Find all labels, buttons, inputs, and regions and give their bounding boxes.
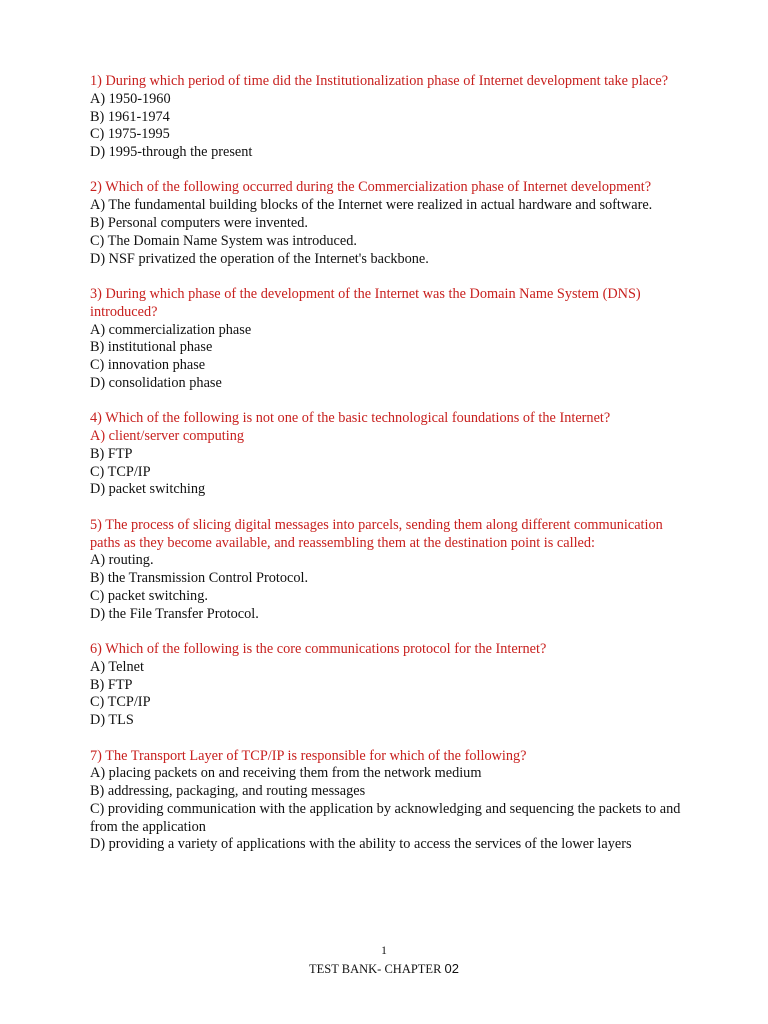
- option-d: D) consolidation phase: [90, 374, 222, 391]
- option-d: D) the File Transfer Protocol.: [90, 605, 259, 622]
- option-c: C) TCP/IP: [90, 463, 151, 480]
- question-text: 6) Which of the following is the core communications protocol for the Internet?: [90, 641, 547, 658]
- question-text: 2) Which of the following occurred during the Commercialization phase of Internet development?: [90, 179, 652, 196]
- question-text: 3) During which phase of the development of the Internet was the Domain Name System (DNS) introduced?: [90, 285, 641, 320]
- question-1: [90, 73, 690, 162]
- option-a: A) 1950-1960: [90, 90, 171, 107]
- option-b: B) addressing, packaging, and routing messages: [90, 783, 366, 800]
- question-text: 1) During which period of time did the Institutionalization phase of Internet development take place?: [90, 73, 669, 89]
- option-b: B) FTP: [90, 445, 133, 462]
- option-b: B) FTP: [90, 676, 133, 693]
- option-c: C) packet switching.: [90, 587, 208, 604]
- option-d: D) TLS: [90, 712, 134, 729]
- option-b: B) institutional phase: [90, 339, 213, 356]
- option-d: D) packet switching: [90, 481, 206, 498]
- option-a: A) commercialization phase: [90, 321, 252, 338]
- option-a: A) The fundamental building blocks of the Internet were realized in actual hardware and software.: [90, 197, 653, 214]
- option-a: A) client/server computing: [90, 428, 245, 445]
- question-text: 4) Which of the following is not one of the basic technological foundations of the Internet?: [90, 410, 611, 427]
- option-d: D) 1995-through the present: [90, 144, 253, 161]
- question-7: [90, 748, 690, 855]
- option-c: C) innovation phase: [90, 357, 206, 374]
- option-b: B) 1961-1974: [90, 108, 170, 125]
- question-3: [90, 286, 690, 393]
- option-c: C) 1975-1995: [90, 126, 170, 143]
- question-4: [90, 410, 690, 499]
- option-d: D) NSF privatized the operation of the Internet's backbone.: [90, 250, 429, 267]
- option-a: A) routing.: [90, 552, 154, 569]
- option-c: C) The Domain Name System was introduced.: [90, 232, 357, 249]
- test-bank-page: [90, 73, 690, 872]
- option-b: B) the Transmission Control Protocol.: [90, 570, 309, 587]
- question-2: [90, 179, 690, 268]
- footer-title-text: TEST BANK- CHAPTER: [308, 962, 445, 976]
- question-text: 7) The Transport Layer of TCP/IP is responsible for which of the following?: [90, 747, 527, 764]
- option-b: B) Personal computers were invented.: [90, 215, 308, 232]
- footer-chapter-number: 02: [444, 961, 459, 976]
- option-a: A) placing packets on and receiving them from the network medium: [90, 765, 482, 782]
- question-6: [90, 641, 690, 730]
- option-a: A) Telnet: [90, 658, 144, 675]
- question-text: 5) The process of slicing digital messages into parcels, sending them along different communication paths as they become available, and reassembling them at the destination point is called:: [90, 516, 663, 551]
- option-d: D) providing a variety of applications with the ability to access the services of the lower layers: [90, 836, 632, 853]
- footer-title: [0, 961, 768, 977]
- question-5: [90, 517, 690, 624]
- option-c: C) TCP/IP: [90, 694, 151, 711]
- option-c: C) providing communication with the application by acknowledging and sequencing the packets to and from the application: [90, 800, 681, 835]
- page-number: 1: [381, 945, 387, 957]
